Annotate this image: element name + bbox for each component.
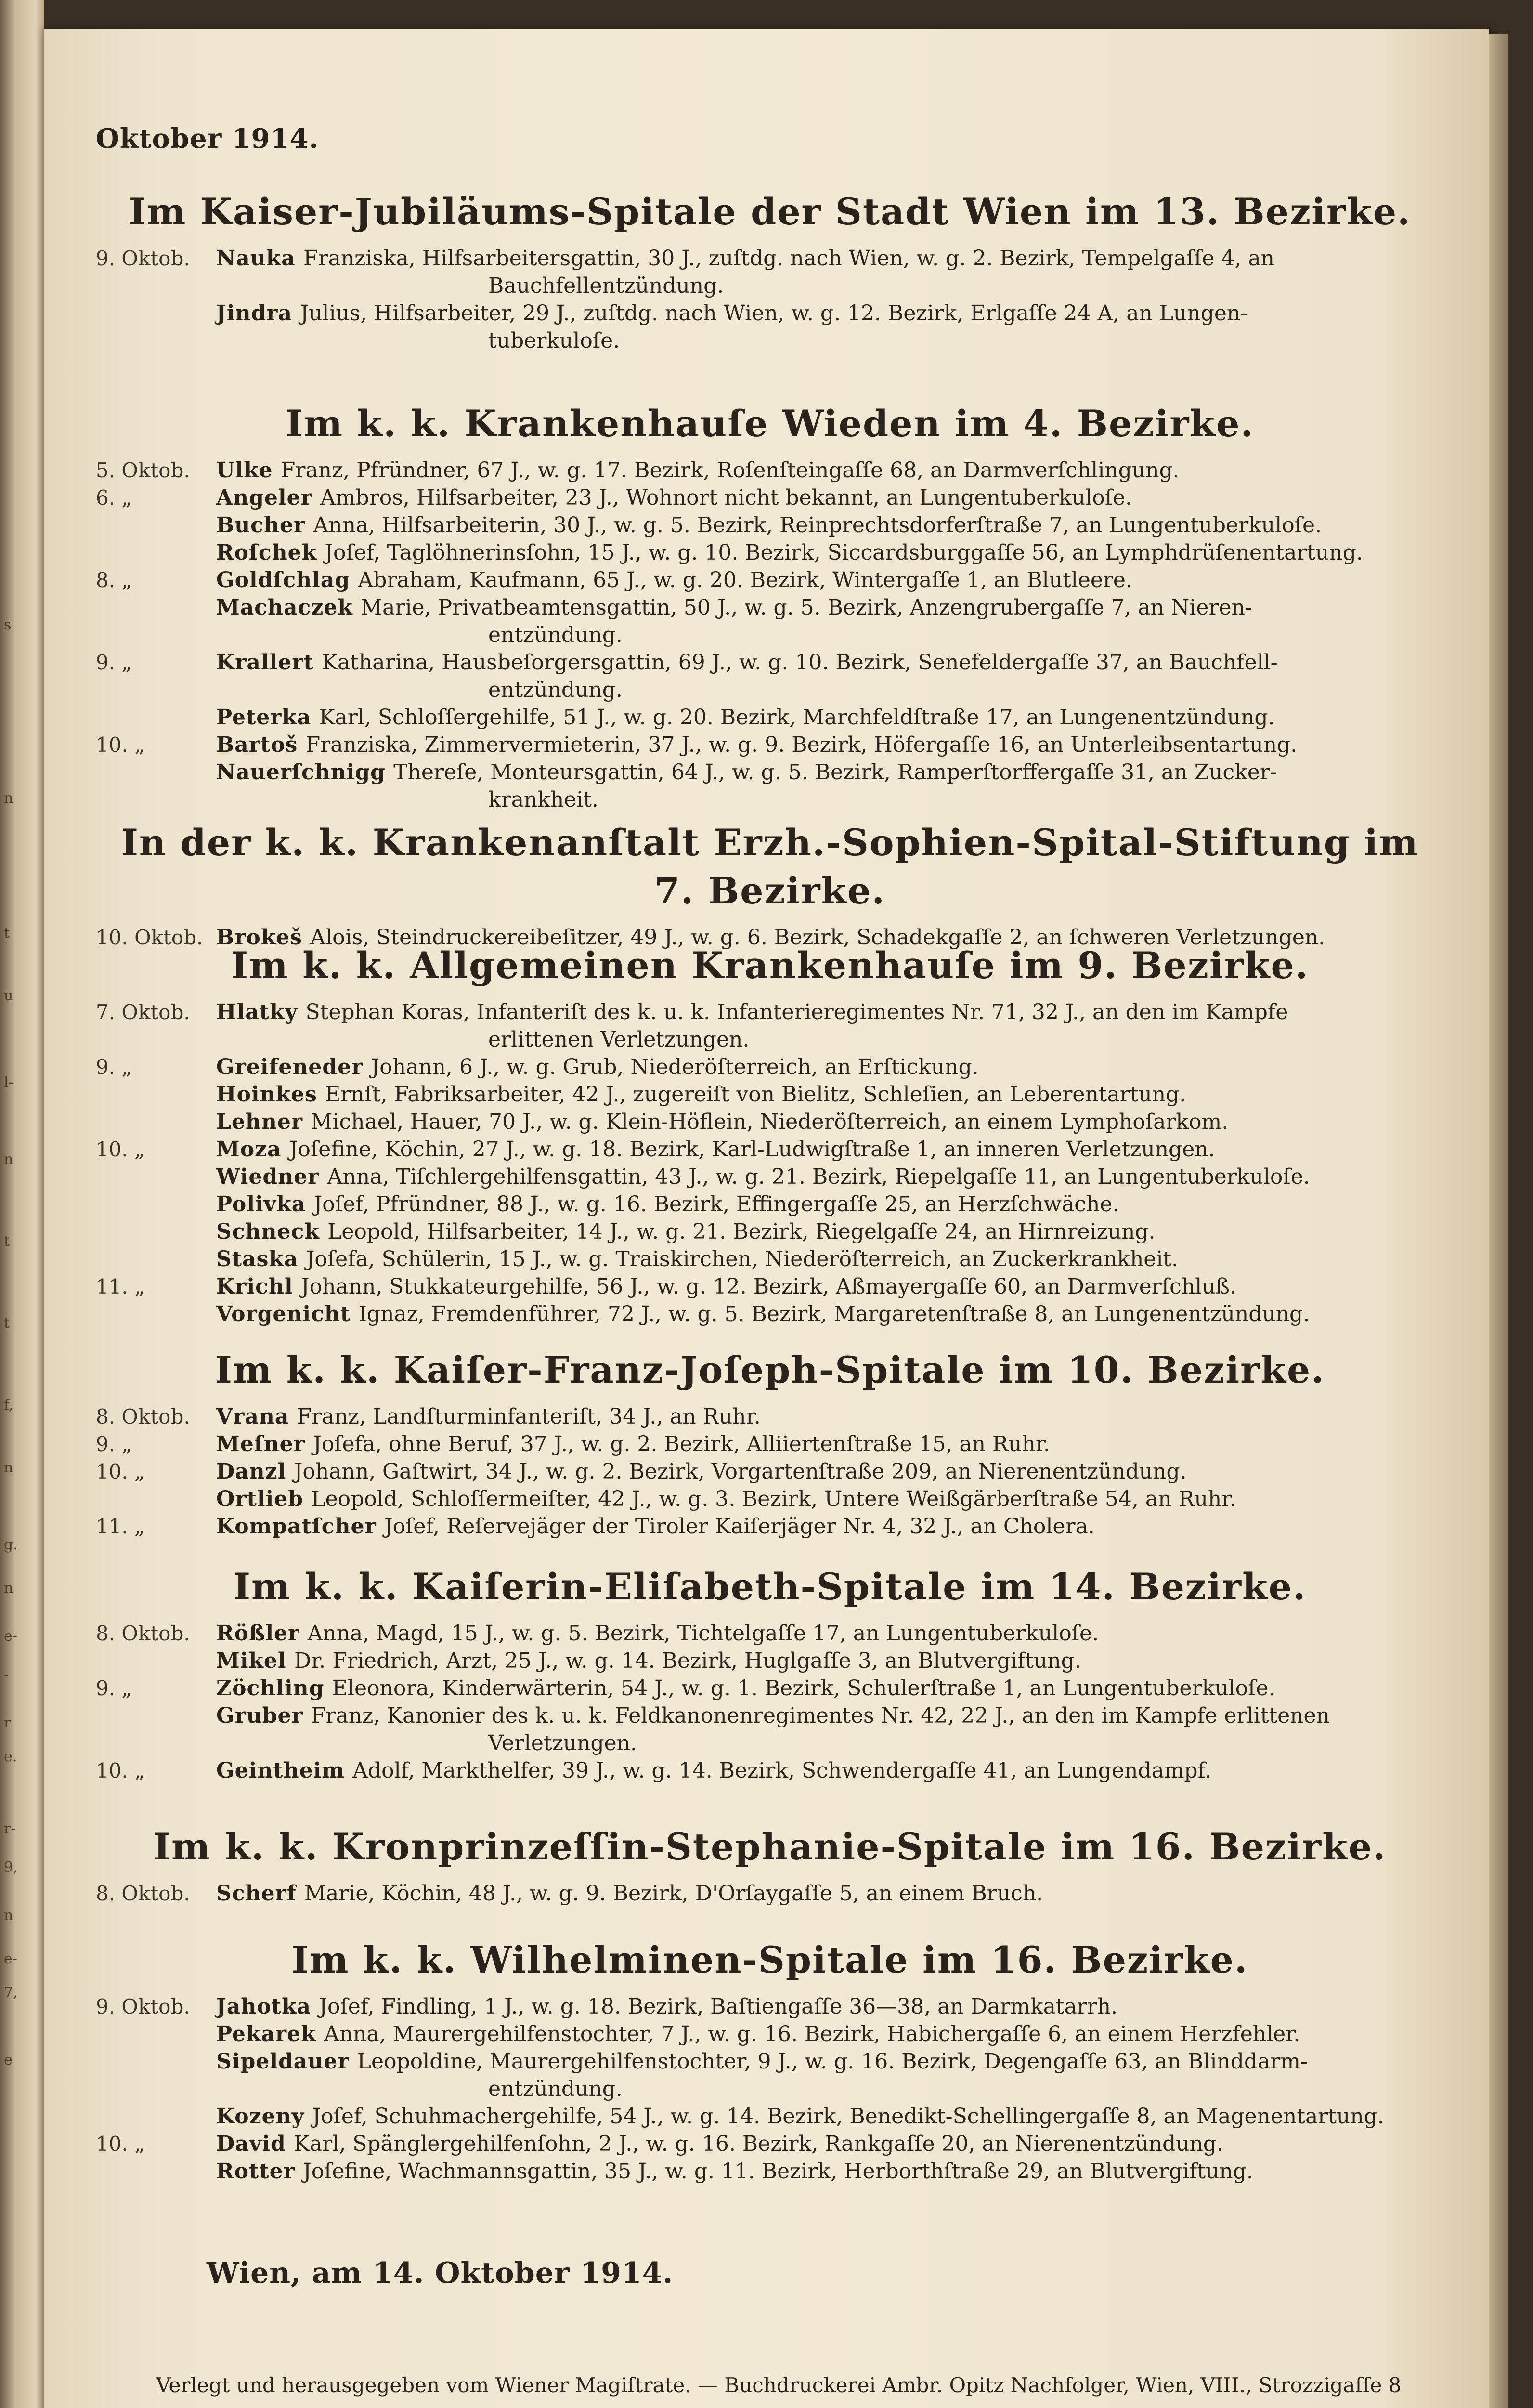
record-details: Ambros, Hilfsarbeiter, 23 J., Wohnort nicht bekannt, an Lungentuberkuloſe.	[320, 485, 1132, 510]
record-details: Stephan Koras, Infanteriſt des k. u. k. Infanterieregimentes Nr. 71, 32 J., an den im Kampfe	[305, 1000, 1288, 1024]
record-details: Eleonora, Kinderwärterin, 54 J., w. g. 1. Bezirk, Schulerſtraße 1, an Lungentuberkuloſe.	[332, 1676, 1275, 1701]
deceased-surname: Sipeldauer	[216, 2049, 357, 2074]
record-details: Joſefine, Wachmannsgattin, 35 J., w. g. 11. Bezirk, Herborthſtraße 29, an Blutvergiftung.	[303, 2159, 1253, 2184]
death-record	[96, 1458, 1444, 1485]
death-record-list	[96, 1403, 1444, 1540]
section-title: Im k. k. Wilhelminen-Spitale im 16. Bezirke.	[291, 1938, 1248, 1981]
death-record	[96, 1993, 1444, 2020]
margin-fragment: t	[4, 925, 10, 942]
record-details: Julius, Hilfsarbeiter, 29 J., zuſtdg. nach Wien, w. g. 12. Bezirk, Erlgaſſe 24 A, an Lungen-	[300, 301, 1248, 326]
death-record	[96, 1081, 1444, 1108]
margin-fragment: r	[4, 1714, 11, 1731]
record-body	[216, 2048, 1444, 2075]
record-body	[216, 1880, 1444, 1907]
deceased-surname: Bartoš	[216, 733, 306, 757]
section-title: Im k. k. Kaiſer-Franz-Joſeph-Spitale im 10. Bezirke.	[215, 1348, 1325, 1391]
death-record	[96, 1513, 1444, 1540]
deceased-surname: Nauerſchnigg	[216, 760, 394, 785]
section-title: Im k. k. Krankenhauſe Wieden im 4. Bezirke.	[286, 402, 1254, 445]
margin-fragment: e	[4, 2052, 13, 2068]
record-body	[216, 566, 1444, 594]
record-details: Joſef, Reſervejäger der Tiroler Kaiſerjäger Nr. 4, 32 J., an Cholera.	[384, 1514, 1095, 1539]
death-record-list	[96, 1620, 1444, 1784]
record-details: Michael, Hauer, 70 J., w. g. Klein-Höflein, Niederöſterreich, an einem Lymphoſarkom.	[311, 1110, 1229, 1134]
record-details: Franz, Pfründner, 67 J., w. g. 17. Bezirk, Roſenſteingaſſe 68, an Darmverſchlingung.	[280, 458, 1180, 483]
death-record	[96, 759, 1444, 786]
record-body	[216, 759, 1444, 786]
record-body	[216, 1403, 1444, 1430]
margin-fragment: n	[4, 1151, 13, 1168]
record-details: Abraham, Kaufmann, 65 J., w. g. 20. Bezirk, Wintergaſſe 1, an Blutleere.	[358, 568, 1132, 592]
deceased-surname: Pekarek	[216, 2022, 324, 2046]
record-body	[216, 1273, 1444, 1300]
record-body	[216, 457, 1444, 484]
record-details: Franziska, Zimmervermieterin, 37 J., w. g. 9. Bezirk, Höfergaſſe 16, an Unterleibsentartung.	[305, 733, 1298, 757]
deceased-surname: Rößler	[216, 1621, 308, 1646]
deceased-surname: Brokeš	[216, 925, 311, 950]
record-details: Karl, Spänglergehilfenſohn, 2 J., w. g. 16. Bezirk, Rankgaſſe 20, an Nierenentzündung.	[294, 2132, 1223, 2156]
record-details: Franziska, Hilfsarbeitersgattin, 30 J., zuſtdg. nach Wien, w. g. 2. Bezirk, Tempelgaſſe 4, an	[303, 246, 1274, 271]
record-body	[216, 1191, 1444, 1218]
record-continuation	[96, 327, 1444, 354]
deceased-surname: Ortlieb	[216, 1487, 312, 1511]
record-date: 5. Oktob.	[96, 458, 190, 482]
death-record	[96, 594, 1444, 621]
record-body	[216, 1245, 1444, 1273]
record-continuation	[96, 2075, 1444, 2103]
record-details: Leopold, Schloſſermeiſter, 42 J., w. g. 3. Bezirk, Untere Weißgärberſtraße 54, an Ruhr.	[311, 1487, 1236, 1511]
hospital-section	[96, 1563, 1444, 1784]
record-body	[216, 1081, 1444, 1108]
record-date: 6. „	[96, 486, 132, 510]
record-details: Ernſt, Fabriksarbeiter, 42 J., zugereiſt von Bielitz, Schleſien, an Leberentartung.	[325, 1082, 1186, 1107]
record-date: 8. „	[96, 568, 132, 592]
record-continuation-text: erlittenen Verletzungen.	[488, 1027, 750, 1052]
record-body	[216, 998, 1444, 1026]
margin-fragment: e.	[4, 1748, 17, 1765]
margin-fragment: f,	[4, 1397, 13, 1413]
margin-fragment: l-	[4, 1074, 13, 1091]
record-body	[216, 1053, 1444, 1081]
deceased-surname: Kompatſcher	[216, 1514, 384, 1539]
deceased-surname: Danzl	[216, 1459, 294, 1484]
record-details: Johann, Gaſtwirt, 34 J., w. g. 2. Bezirk, Vorgartenſtraße 209, an Nierenentzündung.	[294, 1459, 1187, 1484]
record-details: Joſefine, Köchin, 27 J., w. g. 18. Bezirk, Karl-Ludwigſtraße 1, an inneren Verletzungen.	[289, 1137, 1215, 1162]
record-date: 11. „	[96, 1515, 145, 1538]
death-record	[96, 566, 1444, 594]
record-body	[216, 511, 1444, 539]
record-body	[216, 1702, 1444, 1729]
record-date: 10. Oktob.	[96, 926, 203, 949]
record-body	[216, 1993, 1444, 2020]
margin-fragment: -	[4, 1666, 9, 1683]
record-details: Ignaz, Fremdenführer, 72 J., w. g. 5. Bezirk, Margaretenſtraße 8, an Lungenentzündung.	[358, 1302, 1310, 1326]
deceased-surname: Moza	[216, 1137, 289, 1162]
margin-fragment: n	[4, 1459, 13, 1476]
record-continuation	[96, 676, 1444, 704]
page-header-date: Oktober 1914.	[96, 123, 319, 155]
record-date: 9. „	[96, 1432, 132, 1456]
margin-fragment: r-	[4, 1820, 16, 1837]
record-body	[216, 539, 1444, 566]
record-body	[216, 731, 1444, 759]
death-record	[96, 539, 1444, 566]
margin-fragment: e-	[4, 1628, 17, 1645]
hospital-section	[96, 400, 1444, 813]
death-record	[96, 2158, 1444, 2185]
margin-fragment: 9,	[4, 1859, 18, 1876]
record-details: Alois, Steindruckereibeſitzer, 49 J., w. g. 6. Bezirk, Schadekgaſſe 2, an ſchweren Verletzungen.	[310, 925, 1325, 950]
record-details: Katharina, Hausbeſorgersgattin, 69 J., w. g. 10. Bezirk, Senefeldergaſſe 37, an Bauchfell-	[322, 650, 1278, 675]
record-date: 8. Oktob.	[96, 1882, 190, 1905]
death-record	[96, 2020, 1444, 2048]
record-continuation-text: Verletzungen.	[488, 1731, 637, 1755]
record-body	[216, 1757, 1444, 1784]
margin-fragment: n	[4, 1907, 13, 1924]
deceased-surname: Wiedner	[216, 1165, 327, 1189]
record-date: 7. Oktob.	[96, 1000, 190, 1024]
margin-fragment: u	[4, 987, 13, 1004]
death-record	[96, 1403, 1444, 1430]
record-details: Anna, Magd, 15 J., w. g. 5. Bezirk, Tichtelgaſſe 17, an Lungentuberkuloſe.	[307, 1621, 1099, 1646]
page-edge-shadow	[1489, 34, 1508, 2408]
margin-fragment: n	[4, 790, 13, 807]
deceased-surname: Lehner	[216, 1110, 311, 1134]
record-body	[216, 1620, 1444, 1647]
record-date: 9. Oktob.	[96, 247, 190, 270]
death-record-list	[96, 245, 1444, 354]
record-details: Johann, 6 J., w. g. Grub, Niederöſterreich, an Erſtickung.	[371, 1055, 979, 1079]
record-date: 8. Oktob.	[96, 1622, 190, 1645]
record-body	[216, 300, 1444, 327]
record-body	[216, 594, 1444, 621]
margin-fragment: e-	[4, 1950, 17, 1967]
record-body	[216, 245, 1444, 272]
deceased-surname: Zöchling	[216, 1676, 332, 1701]
hospital-section	[96, 819, 1444, 951]
death-record-list	[96, 1880, 1444, 1907]
death-record	[96, 1300, 1444, 1328]
record-date: 9. „	[96, 1055, 132, 1079]
deceased-surname: Scherf	[216, 1881, 304, 1906]
death-record	[96, 731, 1444, 759]
deceased-surname: Mikel	[216, 1649, 294, 1673]
death-record	[96, 2130, 1444, 2158]
hospital-section	[96, 942, 1444, 1328]
record-date: 10. „	[96, 1138, 145, 1161]
record-continuation	[96, 786, 1444, 813]
deceased-surname: Rotter	[216, 2159, 303, 2184]
margin-fragment: 7,	[4, 1984, 18, 2001]
document-page	[44, 29, 1489, 2408]
death-record	[96, 1191, 1444, 1218]
deceased-surname: Hoinkes	[216, 1082, 325, 1107]
margin-fragment: t	[4, 1315, 10, 1332]
record-details: Anna, Maurergehilfenstochter, 7 J., w. g. 16. Bezirk, Habichergaſſe 6, an einem Herzfehler.	[324, 2022, 1300, 2046]
record-details: Joſef, Taglöhnerinsſohn, 15 J., w. g. 10. Bezirk, Siccardsburggaſſe 56, an Lymphdrüſenentartung.	[325, 540, 1363, 565]
deceased-surname: Angeler	[216, 485, 321, 510]
record-body	[216, 1430, 1444, 1458]
death-record	[96, 1163, 1444, 1191]
death-record	[96, 1757, 1444, 1784]
deceased-surname: Jahotka	[216, 1994, 319, 2019]
record-body	[216, 1647, 1444, 1675]
deceased-surname: Jindra	[216, 301, 300, 326]
margin-fragment: g.	[4, 1536, 18, 1553]
deceased-surname: Roſchek	[216, 540, 325, 565]
deceased-surname: Machaczek	[216, 595, 361, 620]
record-details: Franz, Kanonier des k. u. k. Feldkanonenregimentes Nr. 42, 22 J., an den im Kampfe erlittenen	[311, 1703, 1330, 1728]
record-details: Joſefa, Schülerin, 15 J., w. g. Traiskirchen, Niederöſterreich, an Zuckerkrankheit.	[306, 1247, 1179, 1271]
death-record	[96, 511, 1444, 539]
record-details: Dr. Friedrich, Arzt, 25 J., w. g. 14. Bezirk, Huglgaſſe 3, an Blutvergiftung.	[294, 1649, 1081, 1673]
record-date: 11. „	[96, 1275, 145, 1298]
record-details: Marie, Köchin, 48 J., w. g. 9. Bezirk, D'Orſaygaſſe 5, an einem Bruch.	[304, 1881, 1043, 1906]
death-record	[96, 998, 1444, 1026]
record-date: 10. „	[96, 1759, 145, 1782]
death-record	[96, 1647, 1444, 1675]
deceased-surname: Krichl	[216, 1274, 301, 1299]
record-body	[216, 1485, 1444, 1513]
death-record	[96, 1880, 1444, 1907]
record-details: Joſef, Findling, 1 J., w. g. 18. Bezirk, Baſtiengaſſe 36—38, an Darmkatarrh.	[319, 1994, 1118, 2019]
death-record	[96, 1136, 1444, 1163]
death-record	[96, 1430, 1444, 1458]
record-date: 10. „	[96, 1460, 145, 1483]
record-date: 8. Oktob.	[96, 1405, 190, 1428]
deceased-surname: Peterka	[216, 705, 319, 730]
record-body	[216, 484, 1444, 511]
deceased-surname: Greifeneder	[216, 1055, 371, 1079]
deceased-surname: Nauka	[216, 246, 304, 271]
death-record	[96, 1620, 1444, 1647]
death-record	[96, 300, 1444, 327]
section-title: Im Kaiser-Jubiläums-Spitale der Stadt Wien im 13. Bezirke.	[129, 190, 1411, 233]
death-record	[96, 1218, 1444, 1245]
record-details: Johann, Stukkateurgehilfe, 56 J., w. g. 12. Bezirk, Aßmayergaſſe 60, an Darmverſchluß.	[300, 1274, 1236, 1299]
deceased-surname: Vorgenicht	[216, 1302, 359, 1326]
record-details: Joſef, Schuhmachergehilfe, 54 J., w. g. 14. Bezirk, Benedikt-Schellingergaſſe 8, an Magenentartung.	[312, 2104, 1384, 2129]
record-body	[216, 1108, 1444, 1136]
deceased-surname: Staska	[216, 1247, 306, 1271]
record-body	[216, 2130, 1444, 2158]
record-continuation-text: entzündung.	[488, 2077, 623, 2101]
publisher-footer: Verlegt und herausgegeben vom Wiener Magiſtrate. — Buchdruckerei Ambr. Opitz Nachfolger, Wien, VIII., Strozzigaſſe 8	[156, 2373, 1402, 2397]
death-record	[96, 1108, 1444, 1136]
record-continuation	[96, 272, 1444, 300]
hospital-section	[96, 1823, 1444, 1907]
record-continuation-text: krankheit.	[488, 787, 599, 812]
margin-fragment: t	[4, 1233, 10, 1250]
hospital-section	[96, 188, 1444, 354]
closing-line: Wien, am 14. Oktober 1914.	[207, 2256, 674, 2290]
death-record	[96, 1273, 1444, 1300]
record-date: 9. „	[96, 1676, 132, 1700]
record-body	[216, 649, 1444, 676]
record-details: Karl, Schloſſergehilfe, 51 J., w. g. 20. Bezirk, Marchfeldſtraße 17, an Lungenentzündung.	[319, 705, 1275, 730]
deceased-surname: Vrana	[216, 1404, 297, 1429]
deceased-surname: Meſner	[216, 1432, 313, 1456]
adjacent-page-edge	[0, 0, 44, 2408]
record-body	[216, 1218, 1444, 1245]
record-continuation-text: entzündung.	[488, 678, 623, 702]
record-date: 9. Oktob.	[96, 1995, 190, 2018]
death-record-list	[96, 998, 1444, 1328]
death-record-list	[96, 1993, 1444, 2185]
death-record	[96, 1675, 1444, 1702]
record-body	[216, 1300, 1444, 1328]
death-record	[96, 704, 1444, 731]
record-continuation-text: entzündung.	[488, 623, 623, 647]
record-details: Anna, Hilfsarbeiterin, 30 J., w. g. 5. Bezirk, Reinprechtsdorferſtraße 7, an Lungentuberkuloſe.	[313, 513, 1322, 537]
hospital-section	[96, 1936, 1444, 2185]
section-title: In der k. k. Krankenanſtalt Erzh.-Sophien-Spital-Stiftung im 7. Bezirke.	[121, 821, 1419, 912]
deceased-surname: Ulke	[216, 458, 281, 483]
record-details: Marie, Privatbeamtensgattin, 50 J., w. g. 5. Bezirk, Anzengrubergaſſe 7, an Nieren-	[361, 595, 1252, 620]
death-record	[96, 457, 1444, 484]
death-record	[96, 484, 1444, 511]
record-details: Leopold, Hilfsarbeiter, 14 J., w. g. 21. Bezirk, Riegelgaſſe 24, an Hirnreizung.	[327, 1219, 1156, 1244]
record-body	[216, 1513, 1444, 1540]
deceased-surname: Schneck	[216, 1219, 328, 1244]
margin-fragment: s	[4, 616, 12, 633]
record-details: Joſef, Pfründner, 88 J., w. g. 16. Bezirk, Effingergaſſe 25, an Herzſchwäche.	[313, 1192, 1119, 1217]
hospital-section	[96, 1346, 1444, 1540]
death-record	[96, 1053, 1444, 1081]
record-details: Leopoldine, Maurergehilfenstochter, 9 J., w. g. 16. Bezirk, Degengaſſe 63, an Blinddarm-	[357, 2049, 1308, 2074]
death-record	[96, 1245, 1444, 1273]
death-record	[96, 649, 1444, 676]
record-details: Joſefa, ohne Beruf, 37 J., w. g. 2. Bezirk, Alliiertenſtraße 15, an Ruhr.	[313, 1432, 1051, 1456]
death-record	[96, 2048, 1444, 2075]
deceased-surname: Krallert	[216, 650, 322, 675]
section-title: Im k. k. Kaiſerin-Eliſabeth-Spitale im 14. Bezirke.	[233, 1565, 1307, 1608]
record-details: Franz, Landſturminfanteriſt, 34 J., an Ruhr.	[297, 1404, 761, 1429]
record-body	[216, 704, 1444, 731]
record-continuation-text: tuberkuloſe.	[488, 328, 620, 353]
deceased-surname: Kozeny	[216, 2104, 312, 2129]
record-body	[216, 2103, 1444, 2130]
record-continuation-text: Bauchfellentzündung.	[488, 274, 724, 298]
death-record-list	[96, 457, 1444, 813]
record-continuation	[96, 1026, 1444, 1053]
record-details: Thereſe, Monteursgattin, 64 J., w. g. 5. Bezirk, Ramperſtorffergaſſe 31, an Zucker-	[393, 760, 1277, 785]
deceased-surname: Geintheim	[216, 1758, 353, 1783]
record-body	[216, 2020, 1444, 2048]
deceased-surname: Polivka	[216, 1192, 314, 1217]
record-body	[216, 1458, 1444, 1485]
death-record	[96, 245, 1444, 272]
death-record	[96, 1485, 1444, 1513]
deceased-surname: Hlatky	[216, 1000, 306, 1024]
section-title: Im k. k. Kronprinzeſſin-Stephanie-Spitale im 16. Bezirke.	[153, 1825, 1387, 1868]
record-continuation	[96, 621, 1444, 649]
record-details: Anna, Tiſchlergehilfensgattin, 43 J., w. g. 21. Bezirk, Riepelgaſſe 11, an Lungentuberkuloſe.	[327, 1165, 1310, 1189]
deceased-surname: Bucher	[216, 513, 313, 537]
record-details: Adolf, Markthelfer, 39 J., w. g. 14. Bezirk, Schwendergaſſe 41, an Lungendampf.	[352, 1758, 1212, 1783]
record-body	[216, 2158, 1444, 2185]
margin-fragment: n	[4, 1580, 13, 1597]
record-date: 10. „	[96, 733, 145, 757]
record-body	[216, 1163, 1444, 1191]
record-body	[216, 1136, 1444, 1163]
record-date: 10. „	[96, 2132, 145, 2156]
record-date: 9. „	[96, 651, 132, 674]
death-record	[96, 1702, 1444, 1729]
record-continuation	[96, 1729, 1444, 1757]
record-body	[216, 1675, 1444, 1702]
deceased-surname: David	[216, 2132, 294, 2156]
deceased-surname: Goldſchlag	[216, 568, 358, 592]
section-title: Im k. k. Allgemeinen Krankenhauſe im 9. Bezirke.	[231, 944, 1309, 987]
death-record	[96, 2103, 1444, 2130]
deceased-surname: Gruber	[216, 1703, 312, 1728]
